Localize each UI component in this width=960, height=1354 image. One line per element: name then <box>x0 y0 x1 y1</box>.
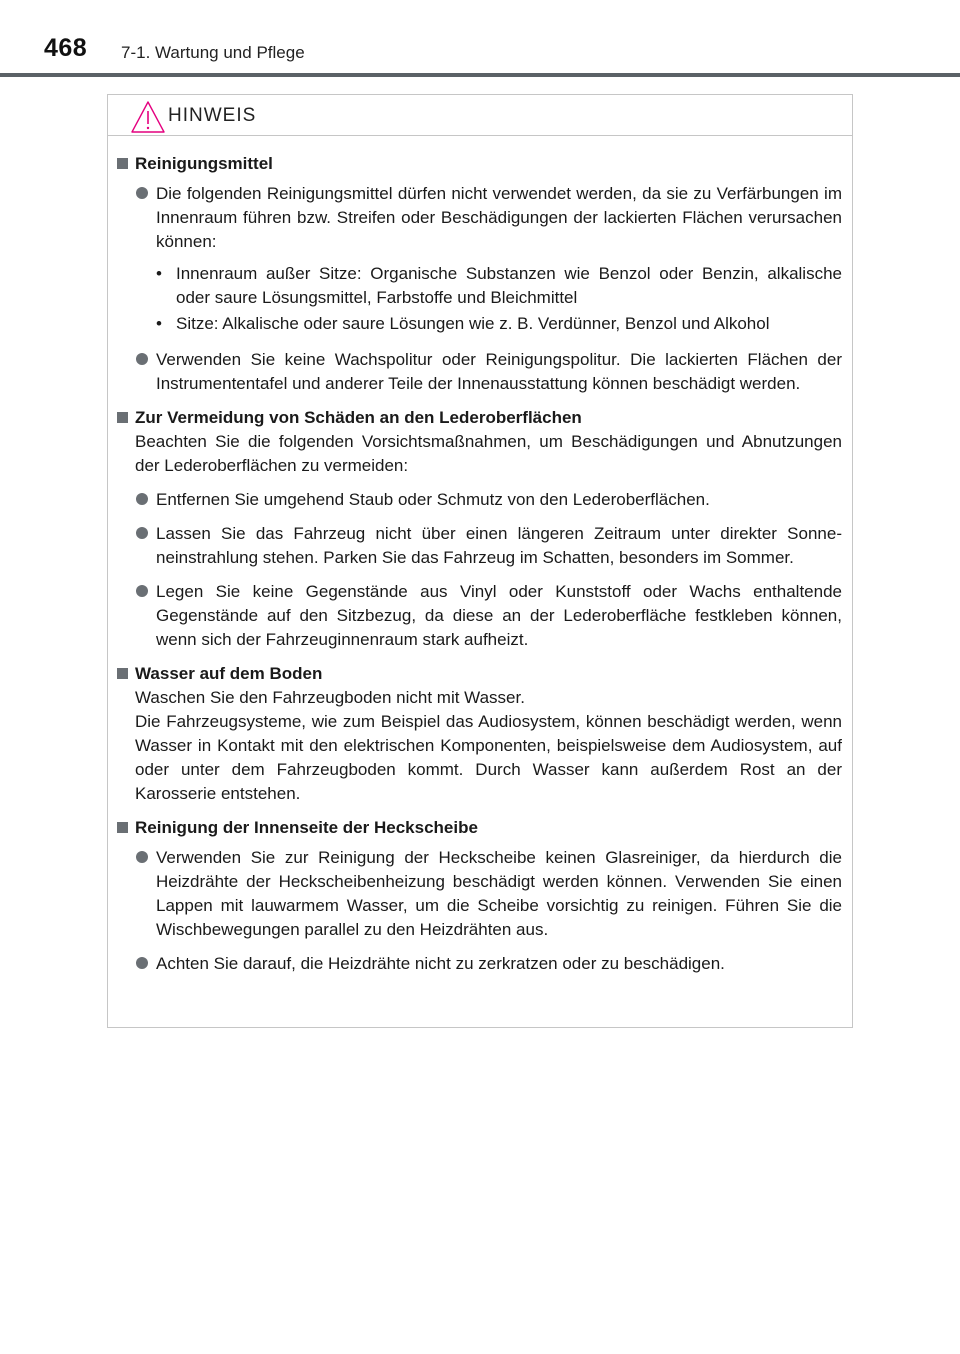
round-bullet-icon <box>136 187 148 199</box>
round-bullet-icon <box>136 957 148 969</box>
notice-body <box>108 136 852 976</box>
round-bullet-icon <box>136 527 148 539</box>
page-header <box>0 0 960 80</box>
section-intro: Beachten Sie die folgenden Vorsichtsmaßnahmen, um Beschädigungen und Abnutzungen der Lederoberflächen zu vermeiden: <box>135 432 842 475</box>
list-item <box>117 182 842 338</box>
list-item-content <box>156 348 842 396</box>
section-title <box>117 662 842 686</box>
notice-section <box>117 152 842 396</box>
list-item-content <box>156 846 842 942</box>
section-title <box>117 816 842 840</box>
list-item-content <box>156 182 842 338</box>
section-paragraph: Die Fahrzeugsysteme, wie zum Beispiel das Audiosystem, können beschädigt werden, wenn Wasser in Kontakt mit den elektrischen Komponenten, beispielsweise dem Audiosystem, auf oder unter dem Fahrzeugboden kommt. Durch Wasser kann außerdem Rost an der Karosserie entstehen. <box>135 712 842 803</box>
round-bullet-icon <box>136 353 148 365</box>
list-item <box>117 348 842 396</box>
sub-list-item-text: Sitze: Alkalische oder saure Lösungen wie z. B. Verdünner, Benzol und Alkohol <box>176 314 770 333</box>
list-item-content <box>156 952 842 976</box>
list-item-text: Verwenden Sie keine Wachspolitur oder Reinigungspolitur. Die lackierten Flächen der Instrumententafel und anderer Teile der Innenausstattung können beschädigt werden. <box>156 350 842 393</box>
section-paragraph: Waschen Sie den Fahrzeugboden nicht mit Wasser. <box>135 688 525 707</box>
list-item <box>117 846 842 942</box>
list-item <box>117 580 842 652</box>
section-paragraphs <box>117 686 842 806</box>
square-bullet-icon <box>117 158 128 169</box>
section-title-text: Reinigung der Innenseite der Heckscheibe <box>135 818 478 837</box>
list-item-content <box>156 488 842 512</box>
list-item-text: Entfernen Sie umgehend Staub oder Schmutz von den Lederoberflächen. <box>156 490 710 509</box>
list-item <box>117 522 842 570</box>
list-item-text: Die folgenden Reinigungsmittel dürfen nicht verwendet werden, da sie zu Verfärbungen im Innenraum führen bzw. Streifen oder Beschädigungen der lackierten Flächen verursachen können: <box>156 184 842 251</box>
page-number: 468 <box>44 34 88 62</box>
list-item-text: Achten Sie darauf, die Heizdrähte nicht zu zerkratzen oder zu beschädigen. <box>156 954 725 973</box>
list-item-content <box>156 522 842 570</box>
notice-label: HINWEIS <box>168 105 257 126</box>
small-bullet-icon: • <box>156 264 162 283</box>
list-item <box>117 488 842 512</box>
square-bullet-icon <box>117 668 128 679</box>
section-title <box>117 152 842 176</box>
square-bullet-icon <box>117 822 128 833</box>
sub-list-item-text: Innenraum außer Sitze: Organische Substanzen wie Benzol oder Benzin, alkalische oder saure Lösungsmittel, Farbstoffe und Bleichmittel <box>176 264 842 307</box>
section-title-text: Wasser auf dem Boden <box>135 664 323 683</box>
sub-list-item <box>156 262 842 310</box>
section-title <box>117 406 842 430</box>
list-item <box>117 952 842 976</box>
warning-triangle-icon <box>130 100 166 134</box>
section-title-text: Zur Vermeidung von Schäden an den Lederoberflächen <box>135 408 582 427</box>
notice-section <box>117 816 842 976</box>
list-item-text: Lassen Sie das Fahrzeug nicht über einen längeren Zeitraum unter direkter Sonneneinstrahlung stehen. Parken Sie das Fahrzeug im Schatten, besonders im Sommer. <box>156 524 842 567</box>
list-item-text: Verwenden Sie zur Reinigung der Heckscheibe keinen Glasreiniger, da hierdurch die Heizdrähte der Heckscheibenheizung beschädigt werden können. Verwenden Sie einen Lappen mit lauwarmem Wasser, um die Scheibe vorsichtig zu reinigen. Führen Sie die Wischbewegungen parallel zu den Heizdrähten aus. <box>156 848 842 939</box>
notice-header <box>108 95 852 136</box>
small-bullet-icon: • <box>156 314 162 333</box>
sub-list <box>156 262 842 336</box>
round-bullet-icon <box>136 493 148 505</box>
round-bullet-icon <box>136 585 148 597</box>
square-bullet-icon <box>117 412 128 423</box>
sub-list-item <box>156 312 842 336</box>
chapter-title: 7-1. Wartung und Pflege <box>121 43 305 62</box>
notice-section <box>117 406 842 652</box>
list-item-text: Legen Sie keine Gegenstände aus Vinyl oder Kunststoff oder Wachs enthaltende Gegenstände auf den Sitzbezug, da diese an der Lederoberfläche festkleben können, wenn sich der Fahrzeuginnenraum stark aufheizt. <box>156 582 842 649</box>
header-rule <box>0 73 960 77</box>
notice-box <box>107 94 853 1028</box>
list-item-content <box>156 580 842 652</box>
section-title-text: Reinigungsmittel <box>135 154 273 173</box>
notice-section <box>117 662 842 806</box>
round-bullet-icon <box>136 851 148 863</box>
